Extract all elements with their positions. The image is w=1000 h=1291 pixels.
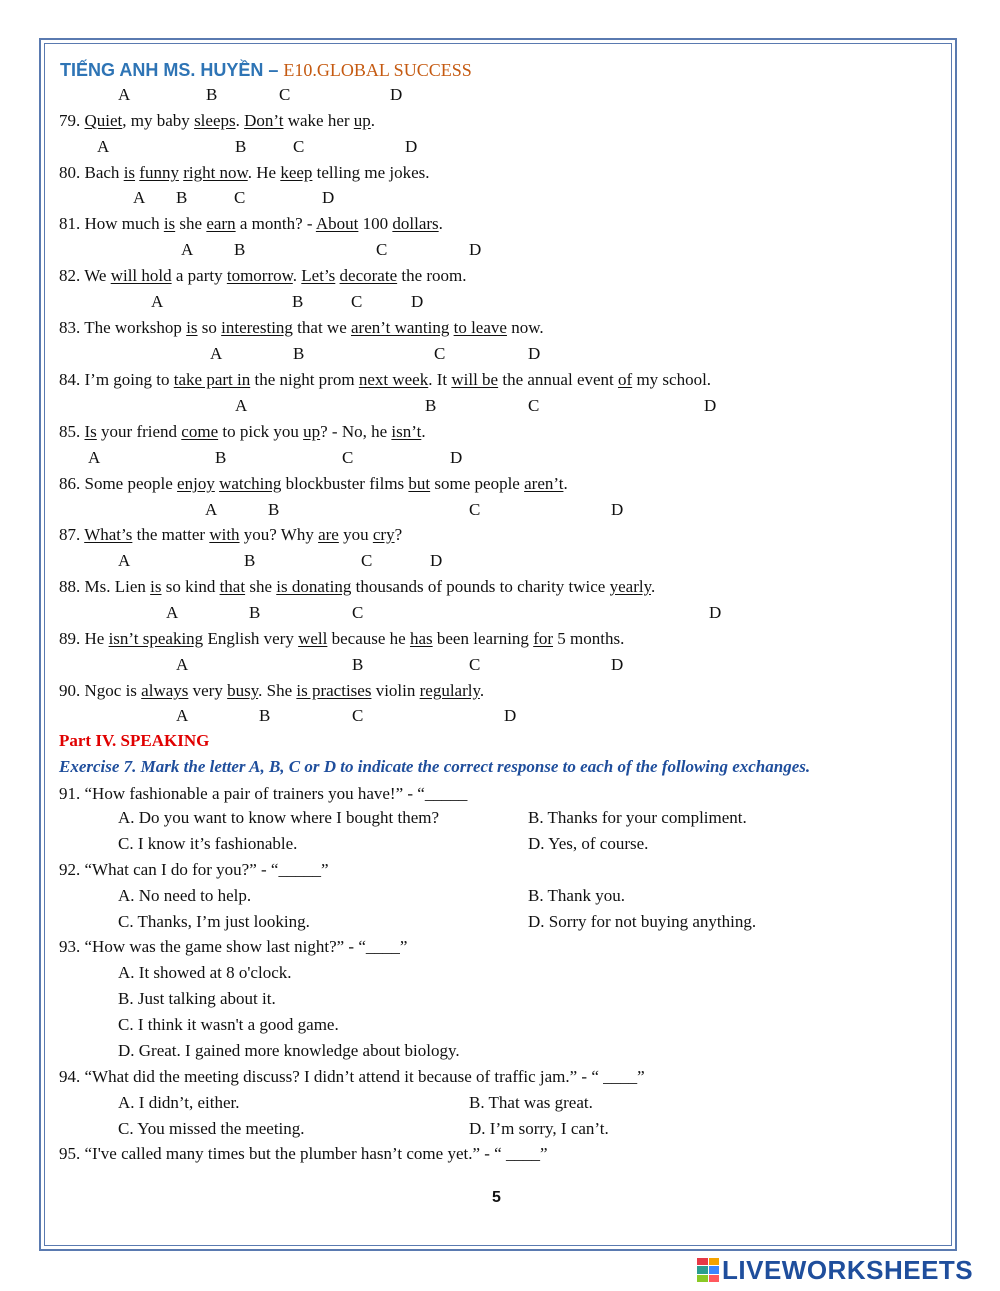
answer-option[interactable]: D. I’m sorry, I can’t. [469, 1119, 609, 1138]
text-segment: very [188, 681, 228, 700]
text-segment: 100 [358, 214, 393, 233]
text-segment: violin [371, 681, 420, 700]
underlined-segment: Let’s [301, 266, 336, 285]
text-segment: ? [394, 525, 403, 544]
underlined-segment: is donating [276, 577, 352, 596]
answer-letter: D [611, 655, 624, 674]
logo-color-block [709, 1266, 720, 1273]
answer-option[interactable]: C. I think it wasn't a good game. [118, 1015, 339, 1034]
answer-letter: B [234, 240, 246, 259]
answer-letter: C [528, 396, 540, 415]
question-line [59, 629, 624, 649]
answer-letter: B [244, 551, 256, 570]
text-segment: . [292, 266, 302, 285]
text-segment: been learning [432, 629, 534, 648]
question-line [59, 163, 430, 183]
text-segment: so kind [161, 577, 220, 596]
underlined-segment: right now [183, 163, 248, 182]
text-segment: 89. He [59, 629, 109, 648]
underlined-segment: will hold [110, 266, 172, 285]
logo-color-block [709, 1275, 720, 1282]
speaking-prompt: 94. “What did the meeting discuss? I didn’t attend it because of traffic jam.” - “ ____” [59, 1067, 645, 1086]
logo-color-block [697, 1266, 708, 1273]
text-segment: 83. The workshop [59, 318, 187, 337]
liveworksheets-logo-icon [697, 1258, 719, 1282]
text-segment: 80. Bach [59, 163, 124, 182]
answer-option[interactable]: C. Thanks, I’m just looking. [118, 912, 310, 931]
underlined-segment: of [618, 370, 633, 389]
answer-letter: A [118, 551, 131, 570]
answer-letter: C [351, 292, 363, 311]
text-segment: some people [430, 474, 525, 493]
text-segment: 84. I’m going to [59, 370, 174, 389]
question-line [59, 111, 375, 131]
answer-letter: D [504, 706, 517, 725]
underlined-segment: take part in [173, 370, 251, 389]
underlined-segment: is [163, 214, 176, 233]
answer-letter: A [210, 344, 223, 363]
answer-letter: C [361, 551, 373, 570]
answer-letter: B [352, 655, 364, 674]
text-segment: wake her [283, 111, 354, 130]
answer-letter: C [352, 706, 364, 725]
answer-letter: D [390, 85, 403, 104]
logo-color-block [697, 1275, 708, 1282]
text-segment: you? Why [239, 525, 319, 544]
answer-letter: A [205, 500, 218, 519]
underlined-segment: regularly [419, 681, 480, 700]
underlined-segment: earn [206, 214, 236, 233]
text-segment: . [235, 111, 245, 130]
underlined-segment: is [150, 577, 162, 596]
text-segment: 81. How much [59, 214, 164, 233]
underlined-segment: Don’t [244, 111, 284, 130]
answer-letter: A [181, 240, 194, 259]
answer-letter: B [249, 603, 261, 622]
text-segment: . [563, 474, 568, 493]
speaking-prompt: 95. “I've called many times but the plumber hasn’t come yet.” - “ ____” [59, 1144, 548, 1163]
question-line [59, 214, 443, 234]
underlined-segment: will be [451, 370, 499, 389]
underlined-segment: isn’t speaking [108, 629, 204, 648]
underlined-segment: Is [84, 422, 97, 441]
answer-letter: A [235, 396, 248, 415]
text-segment: . [438, 214, 443, 233]
underlined-segment: keep [280, 163, 313, 182]
text-segment: . He [247, 163, 281, 182]
answer-option[interactable]: A. It showed at 8 o'clock. [118, 963, 292, 982]
underlined-segment: to leave [453, 318, 507, 337]
text-segment: she [175, 214, 207, 233]
underlined-segment: always [141, 681, 189, 700]
answer-letter: D [405, 137, 418, 156]
answer-letter: C [279, 85, 291, 104]
underlined-segment: aren’t wanting [351, 318, 450, 337]
underlined-segment: enjoy [177, 474, 215, 493]
text-segment: . [650, 577, 656, 596]
liveworksheets-logo [697, 1255, 973, 1285]
underlined-segment: decorate [339, 266, 398, 285]
answer-letter: B [235, 137, 247, 156]
underlined-segment: up [303, 422, 321, 441]
answer-letter: A [97, 137, 110, 156]
answer-option[interactable]: D. Great. I gained more knowledge about biology. [118, 1041, 460, 1060]
answer-letter: B [268, 500, 280, 519]
answer-letter: A [151, 292, 164, 311]
answer-letter: C [342, 448, 354, 467]
text-segment: 90. Ngoc is [59, 681, 142, 700]
question-line [59, 422, 426, 442]
text-segment: . It [428, 370, 452, 389]
text-segment: 79. [59, 111, 85, 130]
text-segment: ? - No, he [320, 422, 392, 441]
underlined-segment: up [353, 111, 371, 130]
answer-letter: D [709, 603, 722, 622]
underlined-segment: cry [372, 525, 395, 544]
text-segment: English very [203, 629, 299, 648]
answer-letter: D [528, 344, 541, 363]
answer-letter: C [293, 137, 305, 156]
text-segment: you [338, 525, 373, 544]
text-segment: she [245, 577, 277, 596]
underlined-segment: come [181, 422, 219, 441]
answer-option[interactable]: A. No need to help. [118, 886, 252, 905]
text-segment: my school. [632, 370, 712, 389]
answer-option[interactable]: A. I didn’t, either. [118, 1093, 240, 1112]
underlined-segment: dollars [392, 214, 439, 233]
underlined-segment: with [209, 525, 240, 544]
text-segment: 85. [59, 422, 85, 441]
underlined-segment: are [318, 525, 339, 544]
underlined-segment: is practises [296, 681, 372, 700]
text-segment: the annual event [498, 370, 619, 389]
underlined-segment: for [533, 629, 554, 648]
text-segment: 87. [59, 525, 85, 544]
underlined-segment: isn’t [391, 422, 422, 441]
text-segment: a month? - [235, 214, 316, 233]
text-segment: thousands of pounds to charity twice [351, 577, 610, 596]
text-segment: now. [506, 318, 544, 337]
answer-letter: B [206, 85, 218, 104]
answer-letter: D [430, 551, 443, 570]
text-segment: so [197, 318, 222, 337]
text-segment: . She [258, 681, 297, 700]
text-segment: because he [327, 629, 410, 648]
text-segment: 86. Some people [59, 474, 178, 493]
underlined-segment: What’s [84, 525, 133, 544]
answer-letter: D [450, 448, 463, 467]
text-segment: telling me jokes. [312, 163, 430, 182]
text-segment: to pick you [218, 422, 304, 441]
answer-letter: A [118, 85, 131, 104]
text-segment: . [421, 422, 426, 441]
question-line [59, 681, 484, 701]
text-segment: the night prom [250, 370, 359, 389]
answer-option[interactable]: B. Just talking about it. [118, 989, 276, 1008]
part-title: Part IV. SPEAKING [59, 731, 210, 750]
page-header [60, 60, 472, 81]
exercise-title: Exercise 7. Mark the letter A, B, C or D to indicate the correct response to each of the following exchanges. [59, 757, 811, 776]
answer-letter: B [293, 344, 305, 363]
question-line [59, 318, 544, 338]
speaking-prompt: 93. “How was the game show last night?” - “____” [59, 937, 408, 956]
underlined-segment: has [409, 629, 433, 648]
answer-letter: D [704, 396, 717, 415]
logo-color-block [697, 1258, 708, 1265]
answer-letter: B [292, 292, 304, 311]
underlined-segment: funny [139, 163, 179, 182]
page-number: 5 [492, 1189, 501, 1206]
underlined-segment: Quiet [84, 111, 123, 130]
text-segment: 5 months. [553, 629, 625, 648]
underlined-segment: is [123, 163, 136, 182]
answer-letter: B [176, 188, 188, 207]
answer-letter: A [176, 655, 189, 674]
underlined-segment: that [219, 577, 246, 596]
answer-letter: C [469, 655, 481, 674]
answer-letter: B [425, 396, 437, 415]
text-segment: . [370, 111, 376, 130]
text-segment: that we [292, 318, 351, 337]
underlined-segment: watching [219, 474, 282, 493]
answer-option[interactable]: C. You missed the meeting. [118, 1119, 305, 1138]
answer-letter: D [611, 500, 624, 519]
text-segment: the room. [397, 266, 467, 285]
speaking-prompt: 92. “What can I do for you?” - “_____” [59, 860, 329, 879]
question-line [59, 474, 568, 494]
answer-letter: D [411, 292, 424, 311]
liveworksheets-wordmark: LIVEWORKSHEETS [722, 1254, 974, 1285]
text-segment: the matter [132, 525, 210, 544]
text-segment: . [479, 681, 485, 700]
answer-letter: C [469, 500, 481, 519]
answer-letter: C [376, 240, 388, 259]
question-line [59, 370, 711, 390]
underlined-segment: but [408, 474, 431, 493]
answer-letter: C [234, 188, 246, 207]
logo-color-block [709, 1258, 720, 1265]
underlined-segment: tomorrow [226, 266, 293, 285]
answer-letter: B [259, 706, 271, 725]
answer-letter: C [434, 344, 446, 363]
text-segment: a party [171, 266, 227, 285]
answer-option[interactable]: D. Yes, of course. [528, 834, 649, 853]
underlined-segment: sleeps [194, 111, 236, 130]
answer-letter: C [352, 603, 364, 622]
text-segment: 88. Ms. Lien [59, 577, 151, 596]
underlined-segment: aren’t [524, 474, 564, 493]
text-segment: 82. We [59, 266, 111, 285]
text-segment: blockbuster films [281, 474, 409, 493]
question-line [59, 525, 402, 545]
answer-option[interactable]: D. Sorry for not buying anything. [528, 912, 757, 931]
question-line [59, 577, 655, 597]
answer-option[interactable]: C. I know it’s fashionable. [118, 834, 298, 853]
underlined-segment: busy [227, 681, 259, 700]
text-segment: , my baby [122, 111, 195, 130]
underlined-segment: well [298, 629, 328, 648]
answer-letter: D [322, 188, 335, 207]
answer-letter: A [166, 603, 179, 622]
text-segment: your friend [96, 422, 182, 441]
answer-letter: A [133, 188, 146, 207]
answer-option[interactable]: A. Do you want to know where I bought them? [118, 808, 440, 827]
answer-letter: A [176, 706, 189, 725]
underlined-segment: next week [358, 370, 429, 389]
answer-letter: D [469, 240, 482, 259]
answer-option[interactable]: B. Thanks for your compliment. [528, 808, 747, 827]
header-course: E10.GLOBAL SUCCESS [283, 60, 472, 80]
underlined-segment: is [186, 318, 198, 337]
question-line [59, 266, 467, 286]
underlined-segment: yearly [609, 577, 651, 596]
answer-letter: A [88, 448, 101, 467]
underlined-segment: About [315, 214, 359, 233]
answer-letter: B [215, 448, 227, 467]
answer-option[interactable]: B. That was great. [469, 1093, 593, 1112]
underlined-segment: interesting [221, 318, 293, 337]
answer-option[interactable]: B. Thank you. [528, 886, 625, 905]
header-brand: TIẾNG ANH MS. HUYỀN – [60, 60, 284, 80]
speaking-prompt: 91. “How fashionable a pair of trainers you have!” - “_____ [59, 784, 468, 803]
